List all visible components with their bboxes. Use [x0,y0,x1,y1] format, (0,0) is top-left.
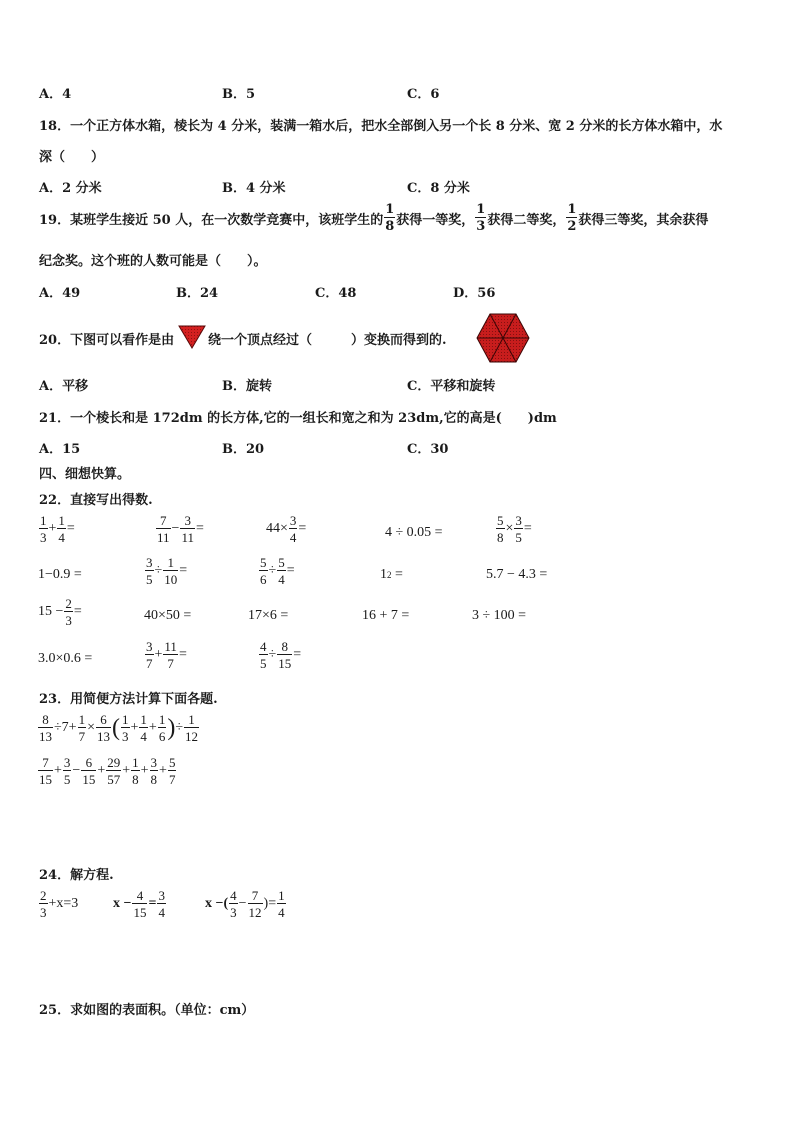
q22-expr: 5.7 − 4.3 = [486,567,548,582]
q19-text-part3: 获得二等奖， [487,212,566,228]
q20-option-a: A．平移 [39,379,89,394]
q24-equation-2: x − $\frac{4}{15}$ = $\frac{3}{4}$ [113,888,165,920]
q23-expr-1: $\frac{8}{13}$ ÷7+ $\frac{1}{7}$ × $\frac{6}{13}$ ( $\frac{1}{3}$ + $\frac{1}{4}$ + $\frac{1}{6}$ ) ÷ $\frac{1}{12}$ [39,712,198,744]
section-heading: 四、细想快算。 [39,467,131,482]
q22-expr: 44× $\frac{3}{4}$ = [266,513,307,545]
q23-title: 23．用简便方法计算下面各题. [39,692,218,707]
q19-text-part2: 获得一等奖， [396,212,475,228]
q22-expr: $\frac{5}{8}$ × $\frac{3}{5}$ = [497,513,532,545]
q22-expr: $\frac{3}{7}$ + $\frac{11}{7}$ = [146,639,187,671]
q18-option-c: C．8 分米 [407,181,470,196]
q21-option-b: B．20 [222,442,265,457]
q22-title: 22．直接写出得数. [39,493,153,508]
q18-text-line2: 深（ ） [39,150,105,165]
q24-title: 24．解方程. [39,868,114,883]
q22-expr: 3.0×0.6 = [38,651,93,666]
fraction: $\frac{1}{3}$ [476,202,486,234]
q19-option-b: B．24 [176,286,219,301]
q19-text-part4: 获得三等奖，其余获得 [578,212,709,228]
q24-equation-3: x −( $\frac{4}{3}$ − $\frac{7}{12}$ )= $\frac{1}{4}$ [205,888,285,920]
q17-option-a: A．4 [39,87,72,102]
q22-expr: $\frac{7}{11}$ − $\frac{3}{11}$ = [157,513,204,545]
q22-expr: 3 ÷ 100 = [472,608,527,623]
q17-option-c: C．6 [407,87,440,102]
q18-text-line1: 18．一个正方体水箱，棱长为 4 分米，装满一箱水后，把水全部倒入另一个长 8 分米、宽 2 分米的长方体水箱中，水 [39,119,723,134]
q20-option-b: B．旋转 [222,379,272,394]
q22-expr: $\frac{1}{3}$ + $\frac{1}{4}$ = [40,513,75,545]
q22-expr: 1 2 = [380,567,403,582]
q21-option-a: A．15 [39,442,81,457]
q22-expr: $\frac{5}{6}$ ÷ $\frac{5}{4}$ = [260,555,295,587]
q19-option-d: D．56 [453,286,496,301]
q19-text-line2: 纪念奖。这个班的人数可能是（ ）。 [39,254,267,269]
q18-option-b: B．4 分米 [222,181,286,196]
q24-equation-1: $\frac{2}{3}$ +x=3 [40,888,79,920]
q17-option-b: B．5 [222,87,256,102]
q20-text-part2: 绕一个顶点经过（ ）变换而得到的. [208,333,447,348]
q23-expr-2: $\frac{7}{15}$ + $\frac{3}{5}$ − $\frac{6}{15}$ + $\frac{29}{57}$ + $\frac{1}{8}$ + $\frac{3}{8}$ + $\frac{5}{7}$ [39,755,176,787]
q19-text-part1: 19．某班学生接近 50 人，在一次数学竞赛中，该班学生的 [39,212,384,228]
hexagon-figure [476,312,530,364]
q20-text-part1: 20．下图可以看作是由 [39,333,175,348]
q21-text: 21．一个棱长和是 172dm 的长方体,它的一组长和宽之和为 23dm,它的高是( )dm [39,411,557,426]
q19-option-a: A．49 [39,286,81,301]
q22-expr: 17×6 = [248,608,289,623]
q19-option-c: C．48 [315,286,357,301]
triangle-figure [178,325,206,349]
q22-expr: 15 − $\frac{2}{3}$ = [38,596,82,628]
q19-question-line1 [39,203,708,233]
q22-expr: 4 ÷ 0.05 = [385,525,443,540]
q22-expr: 16 + 7 = [362,608,410,623]
q25-text: 25．求如图的表面积。（单位：cm） [39,1003,255,1018]
q21-option-c: C．30 [407,442,449,457]
q22-expr: 1−0.9 = [38,567,82,582]
fraction: $\frac{1}{8}$ [385,202,395,234]
q22-expr: $\frac{3}{5}$ ÷ $\frac{1}{10}$ = [146,555,188,587]
q18-option-a: A．2 分米 [39,181,102,196]
q20-option-c: C．平移和旋转 [407,379,496,394]
q22-expr: 40×50 = [144,608,192,623]
fraction: $\frac{1}{2}$ [567,202,577,234]
q22-expr: $\frac{4}{5}$ ÷ $\frac{8}{15}$ = [260,639,302,671]
